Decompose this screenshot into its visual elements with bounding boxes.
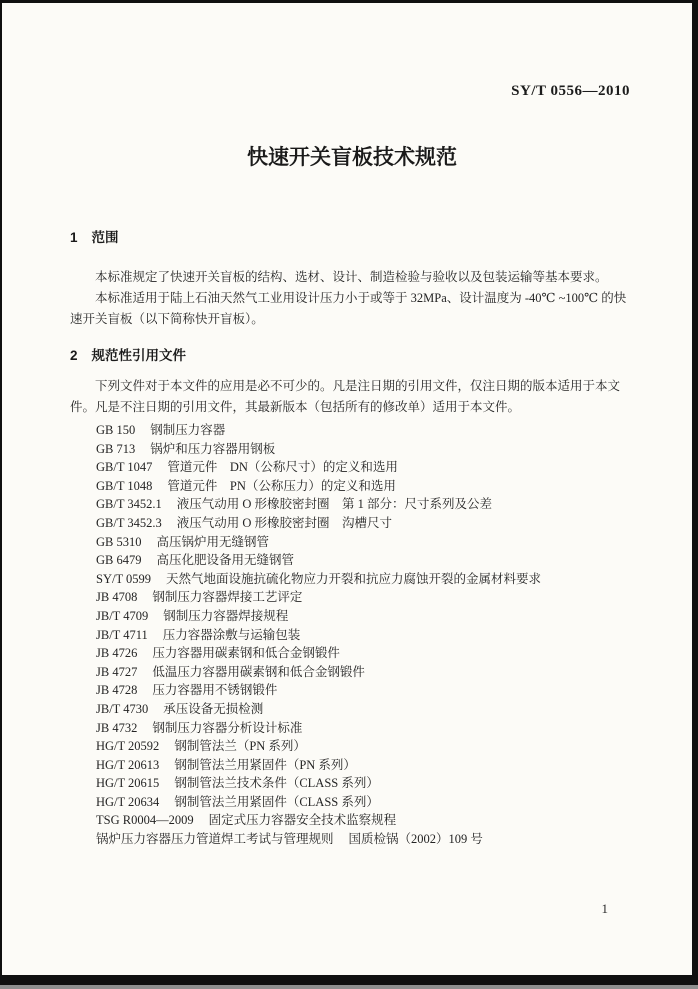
reference-item	[96, 774, 634, 793]
reference-title: 钢制管法兰（PN 系列）	[174, 739, 306, 754]
reference-item	[96, 607, 634, 626]
scope-paragraph-1: 本标准规定了快速开关盲板的结构、选材、设计、制造检验与验收以及包装运输等基本要求。	[95, 270, 608, 284]
reference-code: JB/T 4709	[96, 608, 149, 623]
reference-title: 天然气地面设施抗硫化物应力开裂和抗应力腐蚀开裂的金属材料要求	[166, 571, 542, 586]
document-title: 快速开关盲板技术规范	[247, 146, 457, 169]
reference-code: GB/T 3452.3	[96, 515, 162, 530]
references-intro-paragraph: 下列文件对于本文件的应用是必不可少的。凡是注日期的引用文件，仅注日期的版本适用于本文件。凡是不注日期的引用文件，其最新版本（包括所有的修改单）适用于本文件。	[70, 379, 621, 414]
reference-code: HG/T 20613	[96, 757, 160, 772]
reference-item	[96, 737, 634, 756]
reference-code: HG/T 20634	[96, 794, 160, 809]
reference-item	[96, 551, 634, 570]
reference-code: GB/T 3452.1	[96, 497, 162, 512]
section-2-title: 规范性引用文件	[91, 348, 187, 363]
scope-paragraph-2: 本标准适用于陆上石油天然气工业用设计压力小于或等于 32MPa、设计温度为 -40℃ ~100℃ 的快速开关盲板（以下简称快开盲板）。	[70, 291, 627, 326]
section-1-title: 范围	[91, 230, 119, 245]
reference-code: GB/T 1048	[96, 478, 153, 493]
reference-item	[96, 830, 634, 849]
references-list	[70, 421, 634, 849]
reference-item	[96, 719, 634, 738]
reference-title: 管道元件 PN（公称压力）的定义和选用	[167, 478, 396, 493]
reference-title: 钢制压力容器焊接工艺评定	[152, 590, 303, 605]
doc-standard-number: SY/T 0556—2010	[511, 83, 630, 99]
reference-item	[96, 793, 634, 812]
reference-code: GB 150	[96, 423, 136, 437]
reference-code: TSG R0004—2009	[96, 813, 194, 828]
reference-code: JB/T 4730	[96, 701, 149, 716]
section-2-number: 2	[70, 348, 78, 363]
reference-title: 压力容器涂敷与运输包装	[162, 627, 301, 642]
reference-title: 钢制压力容器焊接规程	[163, 608, 289, 623]
section-1-heading	[70, 228, 634, 248]
reference-item	[96, 570, 634, 589]
reference-code: GB 5310	[96, 534, 142, 549]
reference-title: 液压气动用 O 形橡胶密封圈 沟槽尺寸	[176, 515, 393, 530]
reference-title: 管道元件 DN（公称尺寸）的定义和选用	[167, 460, 398, 475]
reference-item	[96, 700, 634, 719]
reference-title: 压力容器用碳素钢和低合金钢锻件	[152, 646, 340, 661]
reference-title: 低温压力容器用碳素钢和低合金钢锻件	[152, 664, 365, 679]
reference-item	[96, 663, 634, 682]
reference-item	[96, 514, 634, 533]
reference-title: 液压气动用 O 形橡胶密封圈 第 1 部分：尺寸系列及公差	[176, 497, 493, 512]
reference-item	[96, 626, 634, 645]
reference-item	[96, 477, 634, 496]
reference-item	[96, 811, 634, 830]
reference-title: 固定式压力容器安全技术监察规程	[208, 813, 397, 828]
reference-title: 钢制管法兰用紧固件（CLASS 系列）	[174, 794, 379, 809]
page-number: 1	[601, 901, 608, 916]
reference-code: 锅炉压力容器压力管道焊工考试与管理规则	[96, 832, 334, 847]
reference-item	[96, 495, 634, 514]
reference-code: HG/T 20615	[96, 776, 160, 791]
reference-item	[96, 421, 634, 440]
reference-code: SY/T 0599	[96, 571, 151, 586]
reference-item	[96, 644, 634, 663]
reference-code: JB 4708	[96, 590, 138, 605]
reference-code: JB 4732	[96, 720, 138, 735]
reference-title: 钢制压力容器分析设计标准	[152, 720, 303, 735]
reference-item	[96, 681, 634, 700]
reference-code: JB 4727	[96, 664, 138, 679]
reference-item	[96, 756, 634, 775]
reference-title: 钢制管法兰用紧固件（PN 系列）	[174, 757, 356, 772]
section-2-heading	[70, 346, 634, 366]
reference-title: 承压设备无损检测	[163, 701, 264, 716]
reference-code: HG/T 20592	[96, 739, 160, 754]
reference-item	[96, 533, 634, 552]
reference-title: 高压锅炉用无缝钢管	[156, 534, 270, 549]
reference-code: JB 4728	[96, 683, 138, 698]
reference-item	[96, 458, 634, 477]
reference-code: GB/T 1047	[96, 460, 153, 475]
reference-title: 钢制压力容器	[150, 423, 226, 437]
reference-code: GB 713	[96, 441, 136, 456]
page-content	[70, 3, 634, 849]
reference-code: JB 4726	[96, 646, 138, 661]
reference-code: GB 6479	[96, 553, 142, 568]
reference-title: 高压化肥设备用无缝钢管	[156, 553, 295, 568]
reference-title: 锅炉和压力容器用钢板	[150, 441, 276, 456]
reference-item	[96, 588, 634, 607]
reference-item	[96, 440, 634, 459]
reference-title: 压力容器用不锈钢锻件	[152, 683, 278, 698]
reference-title: 国质检锅（2002）109 号	[348, 832, 483, 847]
reference-title: 钢制管法兰技术条件（CLASS 系列）	[174, 776, 379, 791]
reference-code: JB/T 4711	[96, 627, 148, 642]
section-1-number: 1	[70, 230, 78, 245]
